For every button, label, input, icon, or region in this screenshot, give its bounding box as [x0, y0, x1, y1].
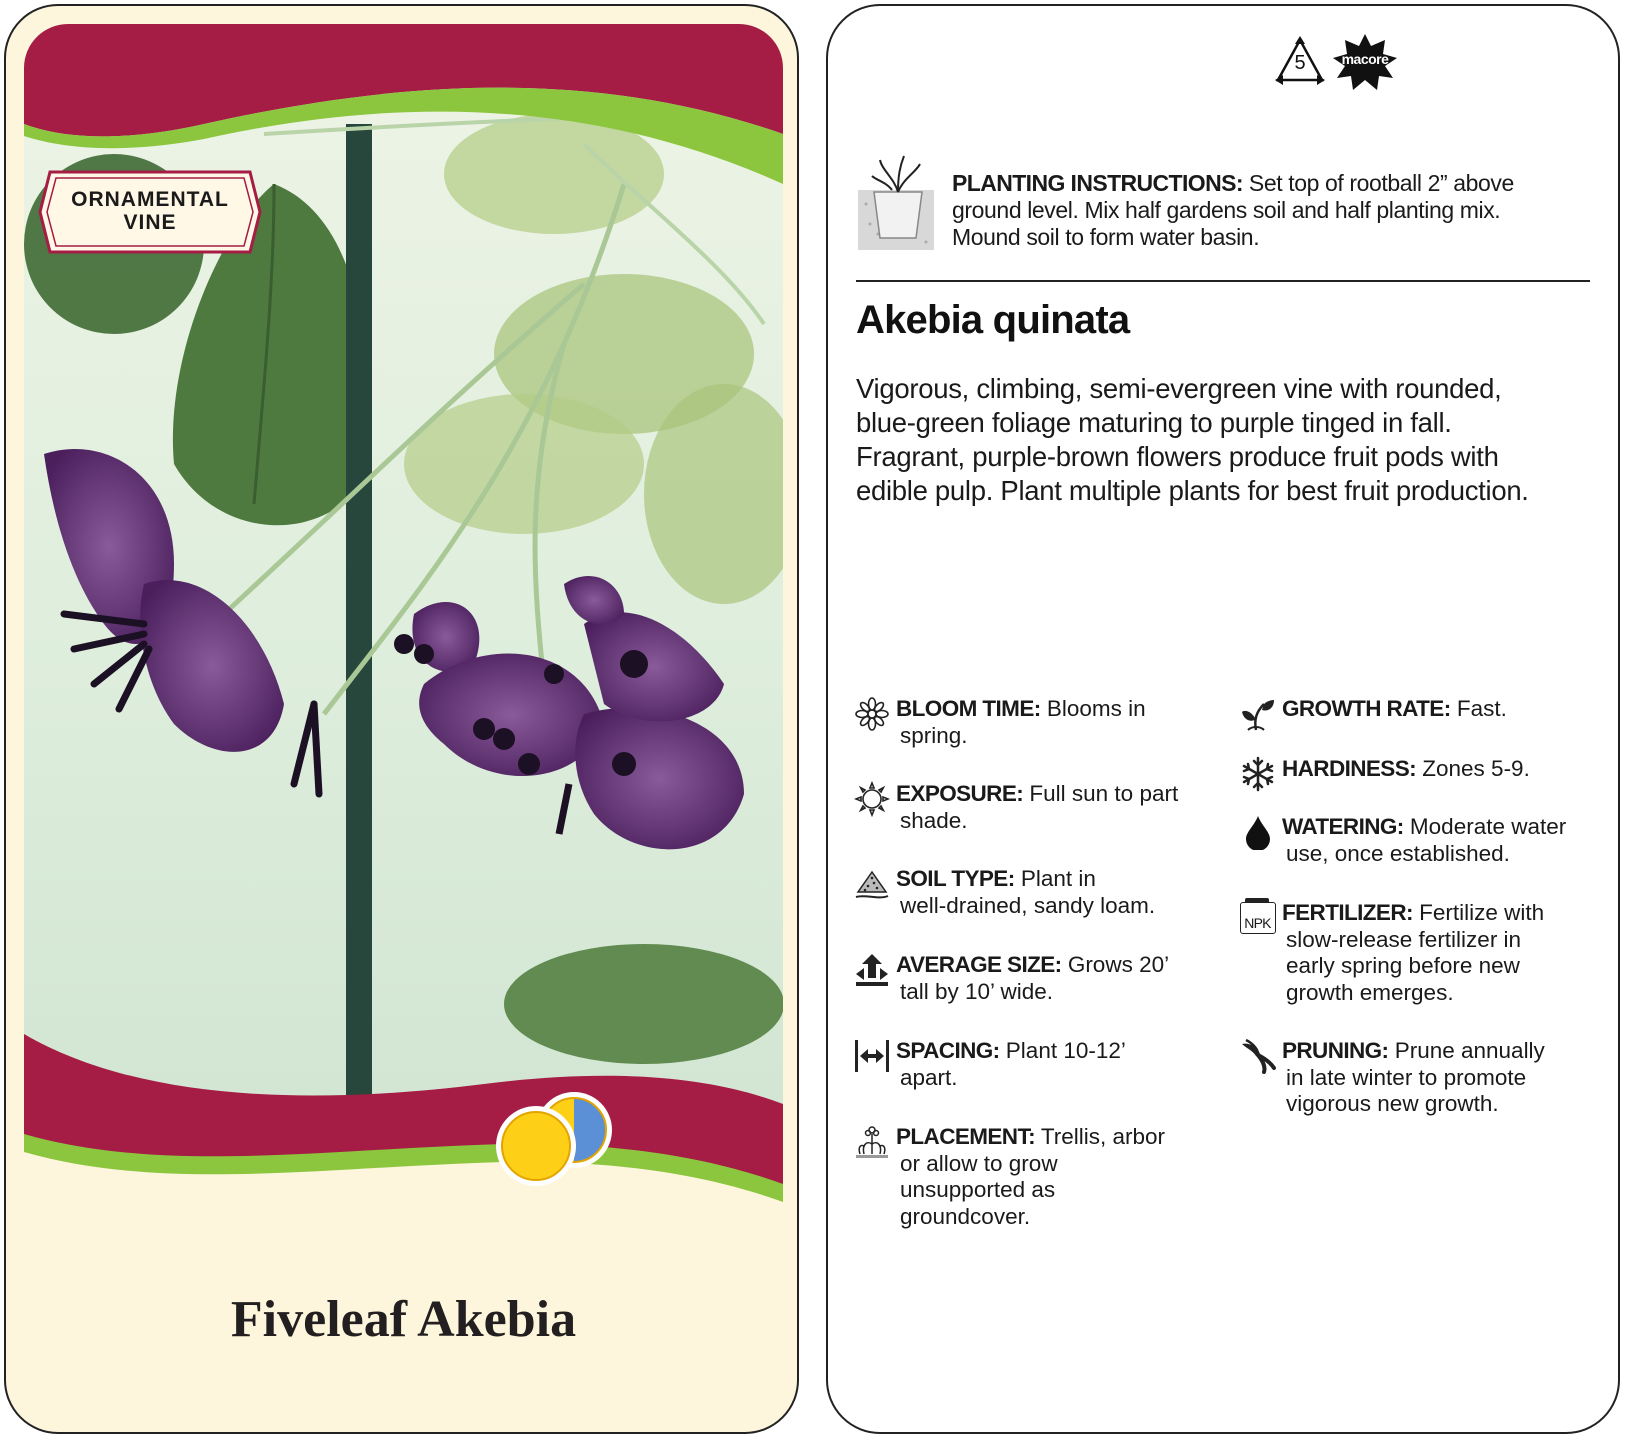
attr-label: PLACEMENT:	[896, 1124, 1035, 1149]
planting-label: PLANTING INSTRUCTIONS:	[952, 170, 1243, 196]
attr-average-size	[854, 952, 1224, 1012]
spacing-icon	[854, 1038, 890, 1074]
attr-value: use, once established.	[1286, 840, 1510, 866]
planting-line-2: ground level. Mix half gardens soil and half planting mix.	[952, 197, 1501, 223]
attr-value: slow-release fertilizer in	[1286, 926, 1522, 952]
logos	[1273, 34, 1433, 96]
attr-value: Fast.	[1450, 696, 1507, 721]
attr-label: EXPOSURE:	[896, 781, 1024, 806]
attr-value: growth emerges.	[1286, 979, 1454, 1005]
attr-value: early spring before new	[1286, 953, 1520, 978]
attr-pruning	[1240, 1038, 1610, 1124]
attr-value: groundcover.	[900, 1203, 1031, 1229]
attr-value: Zones 5-9.	[1416, 756, 1530, 781]
attr-value: Full sun to part	[1023, 781, 1179, 806]
attr-growth-rate	[1240, 696, 1610, 736]
sprout-icon	[1240, 696, 1276, 732]
macore-logo	[1331, 34, 1399, 92]
pruning-shears-icon	[1240, 1038, 1276, 1074]
attr-value: tall by 10’ wide.	[900, 978, 1053, 1004]
attr-value: Prune annually	[1388, 1038, 1545, 1063]
attr-bloom-time	[854, 696, 1224, 756]
planting-line-1: Set top of rootball 2” above	[1242, 170, 1514, 196]
soil-icon	[854, 866, 890, 902]
attr-hardiness	[1240, 756, 1610, 796]
npk-label: NPK	[1244, 915, 1271, 931]
description-line: Fragrant, purple-brown flowers produce fruit pods with	[856, 441, 1499, 472]
attr-label: SOIL TYPE:	[896, 866, 1015, 891]
snowflake-icon	[1240, 756, 1276, 792]
attr-value: or allow to grow	[900, 1150, 1058, 1176]
category-line-1: ORNAMENTAL	[71, 188, 229, 211]
exposure-icons	[494, 1088, 634, 1188]
water-drop-icon	[1240, 814, 1276, 850]
attr-label: HARDINESS:	[1282, 756, 1417, 781]
attr-value: in late winter to promote	[1286, 1064, 1527, 1090]
attr-value: Fertilize with	[1412, 900, 1545, 925]
planting-pot-icon	[858, 154, 934, 250]
full-sun-icon	[496, 1106, 576, 1186]
category-label	[38, 188, 262, 234]
divider	[856, 280, 1590, 282]
planting-line-3: Mound soil to form water basin.	[952, 224, 1260, 250]
attr-value: Moderate water	[1403, 814, 1567, 839]
attr-value: Blooms in	[1040, 696, 1146, 721]
attr-label: FERTILIZER:	[1282, 900, 1413, 925]
attr-soil-type	[854, 866, 1224, 926]
attr-value: Trellis, arbor	[1035, 1124, 1166, 1149]
attr-value: Plant 10-12’	[999, 1038, 1126, 1063]
description-line: blue-green foliage maturing to purple tinged in fall.	[856, 407, 1452, 438]
attr-exposure	[854, 781, 1224, 841]
macore-text: macore	[1341, 51, 1389, 67]
attr-label: WATERING:	[1282, 814, 1404, 839]
attr-value: Grows 20’	[1061, 952, 1170, 977]
front-tag	[4, 4, 799, 1434]
fertilizer-icon	[1240, 902, 1276, 934]
attr-value: spring.	[900, 722, 968, 748]
description-line: edible pulp. Plant multiple plants for best fruit production.	[856, 475, 1529, 506]
description-line: Vigorous, climbing, semi-evergreen vine with rounded,	[856, 373, 1502, 404]
flower-icon	[854, 696, 890, 732]
recycle-icon	[1273, 34, 1327, 88]
attr-label: SPACING:	[896, 1038, 1000, 1063]
attr-value: shade.	[900, 807, 968, 833]
sun-icon	[854, 781, 890, 817]
botanical-name: Akebia quinata	[856, 298, 1130, 342]
attr-fertilizer	[1240, 900, 1610, 1010]
attr-value: Plant in	[1014, 866, 1096, 891]
plant-description	[856, 372, 1596, 508]
planting-instructions	[952, 170, 1592, 251]
common-name: Fiveleaf Akebia	[230, 1291, 577, 1348]
attr-spacing	[854, 1038, 1224, 1098]
category-line-2: VINE	[123, 211, 177, 234]
placement-icon	[854, 1124, 890, 1160]
attr-label: AVERAGE SIZE:	[896, 952, 1062, 977]
attr-value: well-drained, sandy loam.	[900, 892, 1156, 918]
attr-value: vigorous new growth.	[1286, 1091, 1499, 1116]
back-tag	[826, 4, 1620, 1434]
attr-label: PRUNING:	[1282, 1038, 1389, 1063]
recycle-number: 5	[1294, 52, 1306, 74]
height-icon	[854, 952, 890, 988]
attr-label: BLOOM TIME:	[896, 696, 1041, 721]
attr-value: apart.	[900, 1064, 958, 1090]
attr-placement	[854, 1124, 1224, 1234]
attr-value: unsupported as	[900, 1177, 1056, 1202]
attr-label: GROWTH RATE:	[1282, 696, 1451, 721]
category-badge	[38, 170, 262, 254]
attr-watering	[1240, 814, 1610, 874]
